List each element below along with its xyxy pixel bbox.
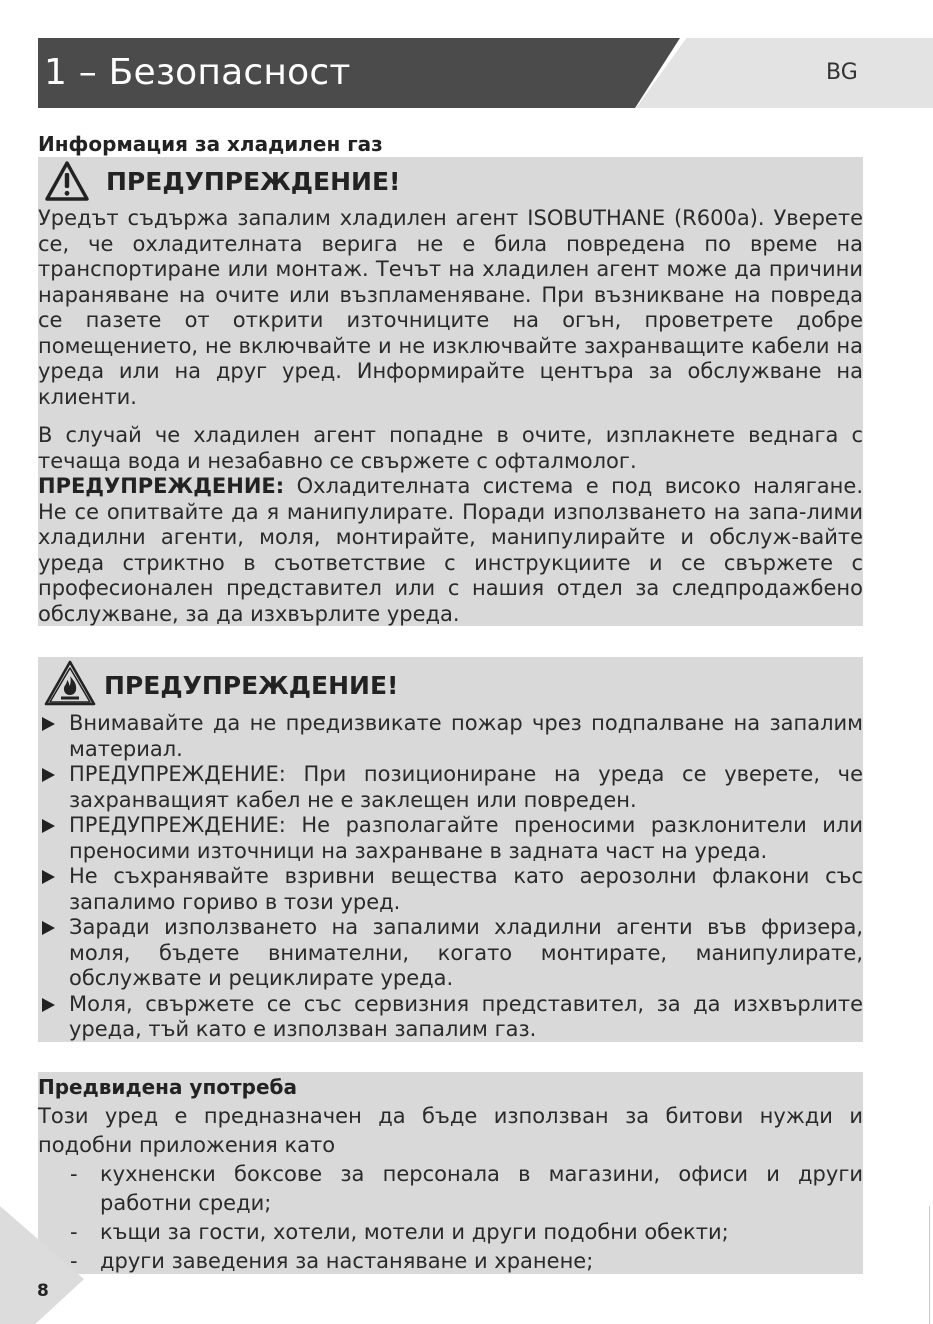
page-edge-line [929, 1206, 930, 1324]
section-title: 1 – Безопасност [44, 52, 351, 93]
pressure-warning-label: ПРЕДУПРЕЖДЕНИЕ: [38, 474, 285, 498]
language-code: BG [826, 60, 858, 85]
bullet-arrow-icon [42, 717, 55, 731]
refrigerant-heading: Информация за хладилен газ [38, 132, 383, 156]
warning-triangle-icon [44, 160, 90, 202]
bullet-arrow-icon [42, 870, 55, 884]
fire-warning-title: ПРЕДУПРЕЖДЕНИЕ! [104, 671, 399, 700]
list-item: ПРЕДУПРЕЖДЕНИЕ: При позициониране на уреда се уверете, че захранващият кабел не е заклещен или повреден. [38, 762, 863, 813]
list-item: - къщи за гости, хотели, мотели и други подобни обекти; [70, 1220, 729, 1244]
list-item: Не съхранявайте взривни вещества като аерозолни флакони със запалимо гориво в този уред. [38, 864, 863, 915]
language-tab [636, 38, 933, 108]
bullet-arrow-icon [42, 768, 55, 782]
bullet-arrow-icon [42, 819, 55, 833]
list-item: - други заведения за настаняване и хранене; [70, 1249, 594, 1273]
eye-contact-paragraph: В случай че хладилен агент попадне в очите, изплакнете веднага с течаща вода и незабавно се свържете с офталмолог. [38, 423, 863, 473]
list-item: - кухненски боксове за персонала в магазини, офиси и други работни среди; [70, 1162, 863, 1215]
flammable-warning-icon [43, 659, 97, 707]
warning-title: ПРЕДУПРЕЖДЕНИЕ! [106, 167, 401, 196]
list-item: Моля, свържете се със сервизния представител, за да изхвърлите уреда, тъй като е използван запалим газ. [38, 992, 863, 1043]
intended-use-intro: Този уред е предназначен да бъде използван за битови нужди и подобни приложения като [38, 1104, 863, 1157]
intended-use-heading: Предвидена употреба [38, 1075, 297, 1099]
list-item: ПРЕДУПРЕЖДЕНИЕ: Не разполагайте преносими разклонители или преносими източници на захранване в задната част на уреда. [38, 813, 863, 864]
pressure-warning-paragraph [38, 474, 863, 627]
list-item: Заради използването на запалими хладилни агенти във фризера, моля, бъдете внимателни, когато монтирате, манипулирате, обслужвате и рециклирате уреда. [38, 915, 863, 992]
list-item: Внимавайте да не предизвикате пожар чрез подпалване на запалим материал. [38, 711, 863, 762]
bullet-arrow-icon [42, 921, 55, 935]
fire-warning-list [38, 711, 863, 1043]
refrigerant-paragraph: Уредът съдържа запалим хладилен агент ISOBUTHANE (R600a). Уверете се, че охладителната верига не е била повредена по време на транспортиране или монтаж. Течът на хладилен агент може да причини нараняване на очите или възпламеняване. При възникване на повреда се пазете от открити източниците на огън, проветрете добре помещението, не включвайте и не изключвайте захранващите кабели на уреда или на друг уред. Информирайте центъра за обслужване на клиенти. [38, 206, 863, 409]
intended-use-list [38, 1160, 863, 1276]
pressure-warning-text: Охладителната система е под високо налягане. Не се опитвайте да я манипулирате. Поради използването на запа-лими хладилни агенти, моля, монтирайте, манипулирайте и обслуж-вайте уреда стриктно в съответствие с инструкциите и се свържете с професионален представител или с нашия отдел за следпродажбено обслужване, за да изхвърлите уреда. [38, 474, 863, 626]
page-number: 8 [37, 1281, 49, 1301]
bullet-arrow-icon [42, 998, 55, 1012]
